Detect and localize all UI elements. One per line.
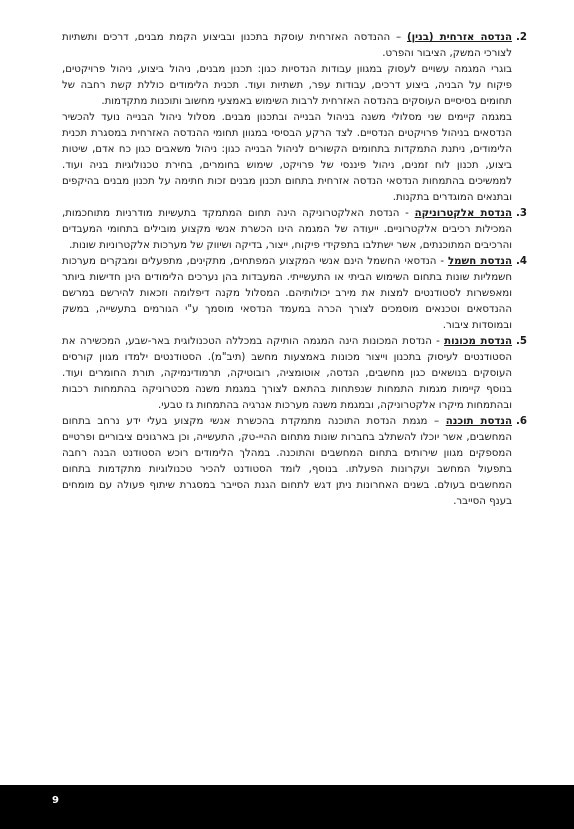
section-paragraph bbox=[62, 206, 512, 254]
section-number: .4 bbox=[516, 256, 527, 267]
section-paragraph: בוגרי המגמה עשויים לעסוק במגוון עבודות הנדסיות כגון: תכנון מבנים, ניהול ביצוע, ניהול פרויקטים, פיקוח על הבניה, ביצוע דרכים, עבודות עפר, תשתיות ועוד. תכנית הלימודים כוללת קשת רחבה של תחומים בסיסיים העוסקים בהנדסה האזרחית לרבות השימוש באמצעי מחשוב ותוכנות מתקדמות. bbox=[62, 64, 512, 107]
section-text: - הנדסאי החשמל הינם אנשי המקצוע המפתחים, מתקינים, מתפעלים ומבקרים מערכות חשמליות שונות בתחום השימוש הביתי או התעשייתי. המעבדות בהן נערכים הלימודים הינן חדישות ביותר ומאפשרות לסטודנטים למצות את מירב יכולותיהם. המסלול מקנה דיפלומה וזכאות להירשם במרשם ההנדסאים וטכנאים מוסמכים לצורך הכרה במעמד הנדסאי מוסמך ע"י הגורמים בתעשייה, במשק ובמוסדות ציבור. bbox=[62, 256, 512, 331]
section-number: .2 bbox=[516, 32, 527, 43]
section-mechanical-engineering bbox=[62, 334, 527, 414]
section-electronics-engineering bbox=[62, 206, 527, 254]
section-text: - הנדסת המכונות הינה המגמה הותיקה במכללה הטכנולוגית באר-שבע, המכשירה את הסטודנטים לעיסוק בתכנון וייצור מכונות באמצעות מחשב (תיב"מ). הסטודנטים ילמדו מגוון קורסים העוסקים בנושאים כגון מחשבים, הנדסה, אוטומציה, רובוטיקה, תרמודינמיקה, תורת החומרים ועוד. בנוסף קיימות מגמות התמחות שנפתחות בהתאם לצורך במגמת משנה מכטרוניקה בהתמחות רכבות ובהתמחות מיקרו אלקטרוניקה, ובמגמת משנה מערכות אנרגיה בהתמחות גז טבעי. bbox=[62, 336, 512, 411]
section-paragraph bbox=[62, 254, 512, 334]
page-number: 9 bbox=[52, 795, 59, 806]
page-footer bbox=[0, 785, 574, 829]
section-title: הנדסת אלקטרוניקה bbox=[414, 208, 512, 219]
section-number: .5 bbox=[516, 336, 527, 347]
section-paragraph bbox=[62, 334, 512, 414]
section-title: הנדסה אזרחית (בנין) bbox=[406, 32, 512, 43]
section-paragraph bbox=[62, 30, 512, 62]
section-software-engineering bbox=[62, 414, 527, 510]
section-paragraph: במגמה קיימים שני מסלולי משנה בניהול הבנייה ובתכנון מבנים. מסלול ניהול הבנייה נועד להכשיר הנדסאים בניהול פרויקטים הנדסיים. לצד הרקע הבסיסי במגוון תחומי ההנדסה האזרחית במסגרת תכנית הלימודים, ניתנת התמקדות בתחומים הקשורים לניהול הבנייה כגון: ניהול משאבים כגון כח אדם, שיטות ביצוע, תכנון לוח זמנים, ניהול פיננסי של פרויקט, שימוש בחומרים, בחירת טכנולוגיות בניה ועוד. לממשיכים בהתמחות הנדסאי הנדסה אזרחית בתחום תכנון מבנים זכות חתימה על תכנון מבנים בהיקפים ובתנאים המוגדרים בתקנות. bbox=[62, 112, 512, 203]
section-title: הנדסת חשמל bbox=[448, 256, 512, 267]
section-text: – ההנדסה האזרחית עוסקת בתכנון ובביצוע הקמת מבנים, דרכים ותשתיות לצורכי המשק, הציבור והפרט. bbox=[62, 32, 512, 59]
section-text: - הנדסת האלקטרוניקה הינה תחום המתמקד בתעשיות מודרניות מתוחכמות, המכילות רכיבים אלקטרוניים. ייעודה של המגמה הינו הכשרת אנשי מקצוע מובילים בתחומי המעבדים והרכיבים המתוכנתים, אשר ישתלבו בתפקידי פיקוח, ייצור, בדיקה ושיווק של מערכות אלקטרוניות שונות. bbox=[62, 208, 512, 251]
section-civil-engineering bbox=[62, 30, 527, 206]
section-number: .6 bbox=[516, 416, 527, 427]
section-paragraph bbox=[62, 414, 512, 510]
document-body bbox=[62, 30, 527, 510]
section-title: הנדסת תוכנה bbox=[445, 416, 512, 427]
section-number: .3 bbox=[516, 208, 527, 219]
section-title: הנדסת מכונות bbox=[444, 336, 512, 347]
section-text: – מגמת הנדסת התוכנה מתמקדת בהכשרת אנשי מקצוע בעלי ידע נרחב בתחום המחשבים, אשר יוכלו להשתלב בחברות שונות מתחום ההיי-טק, התעשייה, וכן בארגונים ציבוריים ופרטיים המספקים מגוון שירותים בתחום המחשבים והתוכנה. במהלך הלימודים רוכש הסטודנט הבנה רחבה בתפעול המחשב ועקרונות הפעלתו. בנוסף, לומד הסטודנט להכיר טכנולוגיות מתקדמות בתחום המחשבים בעולם. בשנים האחרונות ניתן דגש לתחום הגנת הסייבר במסגרת שיתוף פעולה עם מומחים בענף הסייבר. bbox=[62, 416, 512, 507]
section-electrical-engineering bbox=[62, 254, 527, 334]
